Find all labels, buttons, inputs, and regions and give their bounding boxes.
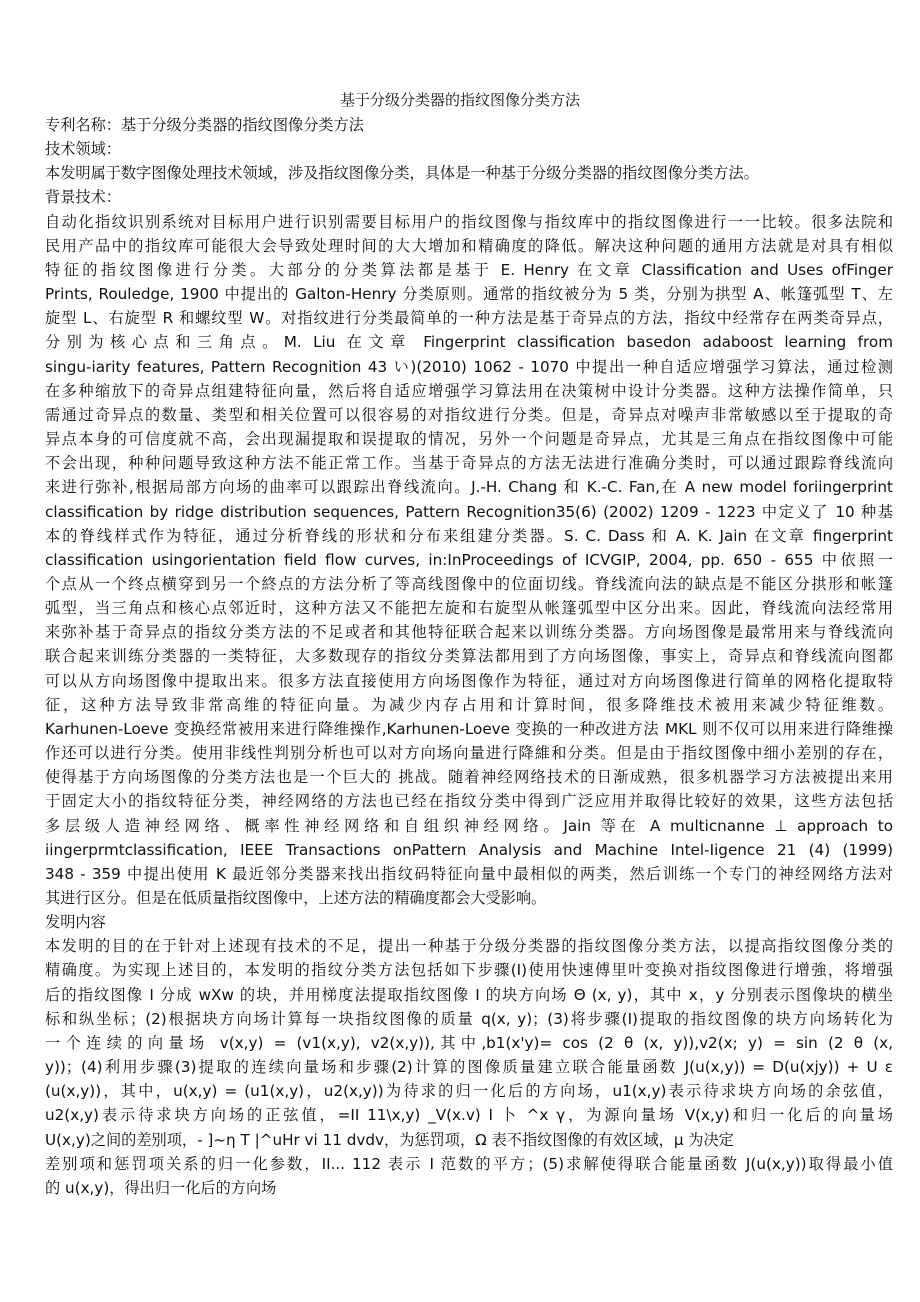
text-line: 本发明的目的在于针对上述现有技术的不足，提出一种基于分级分类器的指纹图像分类方法，以提高指纹图像分类的 [45, 937, 893, 956]
text-line: 弧型，当三角点和核心点邻近时，这种方法又不能把左旋和右旋型从帐篷弧型中区分出来。因此，脊线流向法经常用 [45, 599, 893, 618]
text-line: 需通过奇异点的数量、类型和相关位置可以很容易的对指纹进行分类。但是，奇异点对噪声非常敏感以至于提取的奇 [45, 405, 893, 424]
document-body [45, 113, 893, 1200]
text-line: 民用产品中的指纹库可能很大会导致处理时间的大大增加和精确度的降低。解决这种问题的通用方法就是对具有相似 [45, 236, 893, 255]
text-line: 征，这种方法导致非常高维的特征向量。为减少内存占用和计算时间，很多降维技术被用来减少特征维数。 [45, 695, 893, 714]
text-line: iingerprmtclassification, IEEE Transactions onPattern Analysis and Machine Intel-Iigence 21 (4) (1999) [45, 840, 893, 859]
text-line: 分别为核心点和三角点。M. Liu 在文章 Fingerprint classification basedon adaboost learning from [45, 333, 893, 352]
text-line: 个点从一个终点横穿到另一个終点的方法分析了等高线图像中的位面切线。脊线流向法的缺点是不能区分拱形和帐篷 [45, 574, 893, 593]
text-line: singu-iarity features, Pattern Recognition 43 い)(2010) 1062 - 1070 中提出一种自适应增强学习算法，通过检测 [45, 357, 893, 376]
text-line: 本发明属于数字图像处理技术领域，涉及指纹图像分类，具体是一种基于分级分类器的指纹图像分类方法。 [45, 164, 759, 183]
text-line: 旋型 L、右旋型 R 和螺纹型 W。对指纹进行分类最简单的一种方法是基于奇异点的方法，指纹中经常存在两类奇异点， [45, 309, 893, 328]
text-line: 可以从方向场图像中提取出来。很多方法直接使用方向场图像作为特征，通过对方向场图像进行简单的网格化提取特 [45, 671, 893, 690]
patent-name-line: 专利名称：基于分级分类器的指纹图像分类方法 [45, 116, 364, 134]
text-line: 作还可以进行分类。使用非线性判别分析也可以对方向场向量进行降維和分类。但是由于指纹图像中细小差别的存在， [45, 744, 893, 763]
text-line: 标和纵坐标；(2)根据块方向场计算每一块指纹图像的质量 q(x, y)；(3)将步骤(I)提取的指纹图像的块方向场转化为 [45, 1009, 893, 1028]
text-line: 不会出现，种种问题导致这种方法不能正常工作。当基于奇异点的方法无法进行准确分类时，可以通过跟踪脊线流向 [45, 454, 893, 473]
text-line: 差别项和惩罚项关系的归一化参数，II... 112 表示 I 范数的平方；(5)求解使得联合能量函数 J(u(x,y))取得最小值 [45, 1154, 893, 1173]
text-line: 精确度。为实现上述目的，本发明的指纹分类方法包括如下步骤(I)使用快速傅里叶变换对指纹图像进行增強，将增强 [45, 961, 893, 980]
section-heading-background: 背景技术： [45, 188, 121, 207]
text-line: 特征的指纹图像进行分类。大部分的分类算法都是基于 E. Henry 在文章 Classification and Uses ofFinger [45, 260, 893, 279]
text-line: Prints, Rouledge, 1900 中提出的 Galton-Henry 分类原则。通常的指纹被分为 5 类，分别为拱型 A、帐篷弧型 T、左 [45, 285, 893, 304]
text-line: 本的脊线样式作为特征，通过分析脊线的形状和分布来组建分类器。S. C. Dass 和 A. K. Jain 在文章 fingerprint [45, 526, 893, 545]
text-line: U(x,y)之间的差别项，- ]~η T |^uHr vi 11 dvdv，为惩罚项，Ω 表不指纹图像的有效区域，μ 为决定 [45, 1130, 734, 1149]
text-line: (u(x,y))，其中，u(x,y) = (u1(x,y)，u2(x,y))为待求的归一化后的方向场，u1(x,y)表示待求块方向场的余弦值， [45, 1082, 893, 1101]
text-line: 后的指纹图像 I 分成 wXw 的块，并用梯度法提取指纹图像 I 的块方向场 Θ (x, y)，其中 x，y 分别表示图像块的横坐 [45, 985, 893, 1004]
text-line: 自动化指纹识别系统对目标用户进行识别需要目标用户的指纹图像与指纹库中的指纹图像进行一一比较。很多法院和 [45, 212, 893, 231]
text-line: classification usingorientation field flow curves, in:InProceedings of ICVGIP, 2004, pp. 650 - 655 中依照一 [45, 550, 893, 569]
text-line: 来进行弥补,根据局部方向场的曲率可以跟踪出脊线流向。J.-H. Chang 和 K.-C. Fan,在 A new model foriingerprint [45, 478, 893, 497]
text-line: classification by ridge distribution sequences, Pattern Recognition35(6) (2002) 1209 - 1223 中定义了 10 种基 [45, 502, 893, 521]
text-line: 来弥补基于奇异点的指纹分类方法的不足或者和其他特征联合起来以训练分类器。方向场图像是最常用来与脊线流向 [45, 623, 893, 642]
document-title: 基于分级分类器的指纹图像分类方法 [339, 91, 580, 109]
text-line: 一个连续的向量场 v(x,y) = (v1(x,y), v2(x,y)),其中,b1(x'y)= cos (2 θ (x, y)),v2(x; y) = sin (2 θ (x, [45, 1033, 893, 1052]
text-line: 其进行区分。但是在低质量指纹图像中，上述方法的精确度都会大受影响。 [45, 889, 547, 907]
text-line: 348 - 359 中提出使用 K 最近邻分类器来找出指纹码特征向量中最相似的两类，然后训练一个专门的神经网络方法对 [45, 864, 893, 883]
text-line: 异点本身的可信度就不高，会出现漏提取和误提取的情况，另外一个问题是奇异点，尤其是三角点在指纹图像中可能 [45, 430, 893, 449]
text-line: y))；(4)利用步骤(3)提取的连续向量场和步骤(2)计算的图像质量建立联合能量函数 J(u(x,y)) = D(u(xjy)) + U ε [45, 1058, 893, 1077]
text-line: 的 u(x,y)，得出归一化后的方向场 [45, 1178, 277, 1197]
text-line: 在多种缩放下的奇异点组建特征向量，然后将自适应增强学习算法用在决策树中设计分类器。这种方法操作简单，只 [45, 381, 893, 400]
section-heading-invention-content: 发明内容 [45, 913, 106, 932]
text-line: Karhunen-Loeve 变换经常被用来进行降维操作,Karhunen-Loeve 变换的一种改进方法 MKL 则不仅可以用来进行降维操 [45, 719, 893, 738]
text-line: u2(x,y)表示待求块方向场的正弦值，=II 11\x,y) _V(x.v) I 卜 ^x γ，为源向量场 V(x,y)和归一化后的向量场 [45, 1106, 893, 1125]
text-line: 于固定大小的指纹特征分类，神经网络的方法也已经在指纹分类中得到广泛应用并取得比较好的效果，这些方法包括 [45, 792, 893, 811]
text-line: 多层级人造神经网络、概率性神经网络和自组织神经网络。Jain 等在 A multicnanne ⊥ approach to [45, 816, 893, 835]
section-heading-technical-field: 技术领域： [45, 140, 121, 159]
text-line: 联合起来训练分类器的一类特征，大多数现存的指纹分类算法都用到了方向场图像，事实上，奇异点和脊线流向图都 [45, 647, 893, 666]
text-line: 使得基于方向场图像的分类方法也是一个巨大的 挑战。随着神经网络技术的日渐成熟，很多机器学习方法被提出来用 [45, 768, 893, 787]
